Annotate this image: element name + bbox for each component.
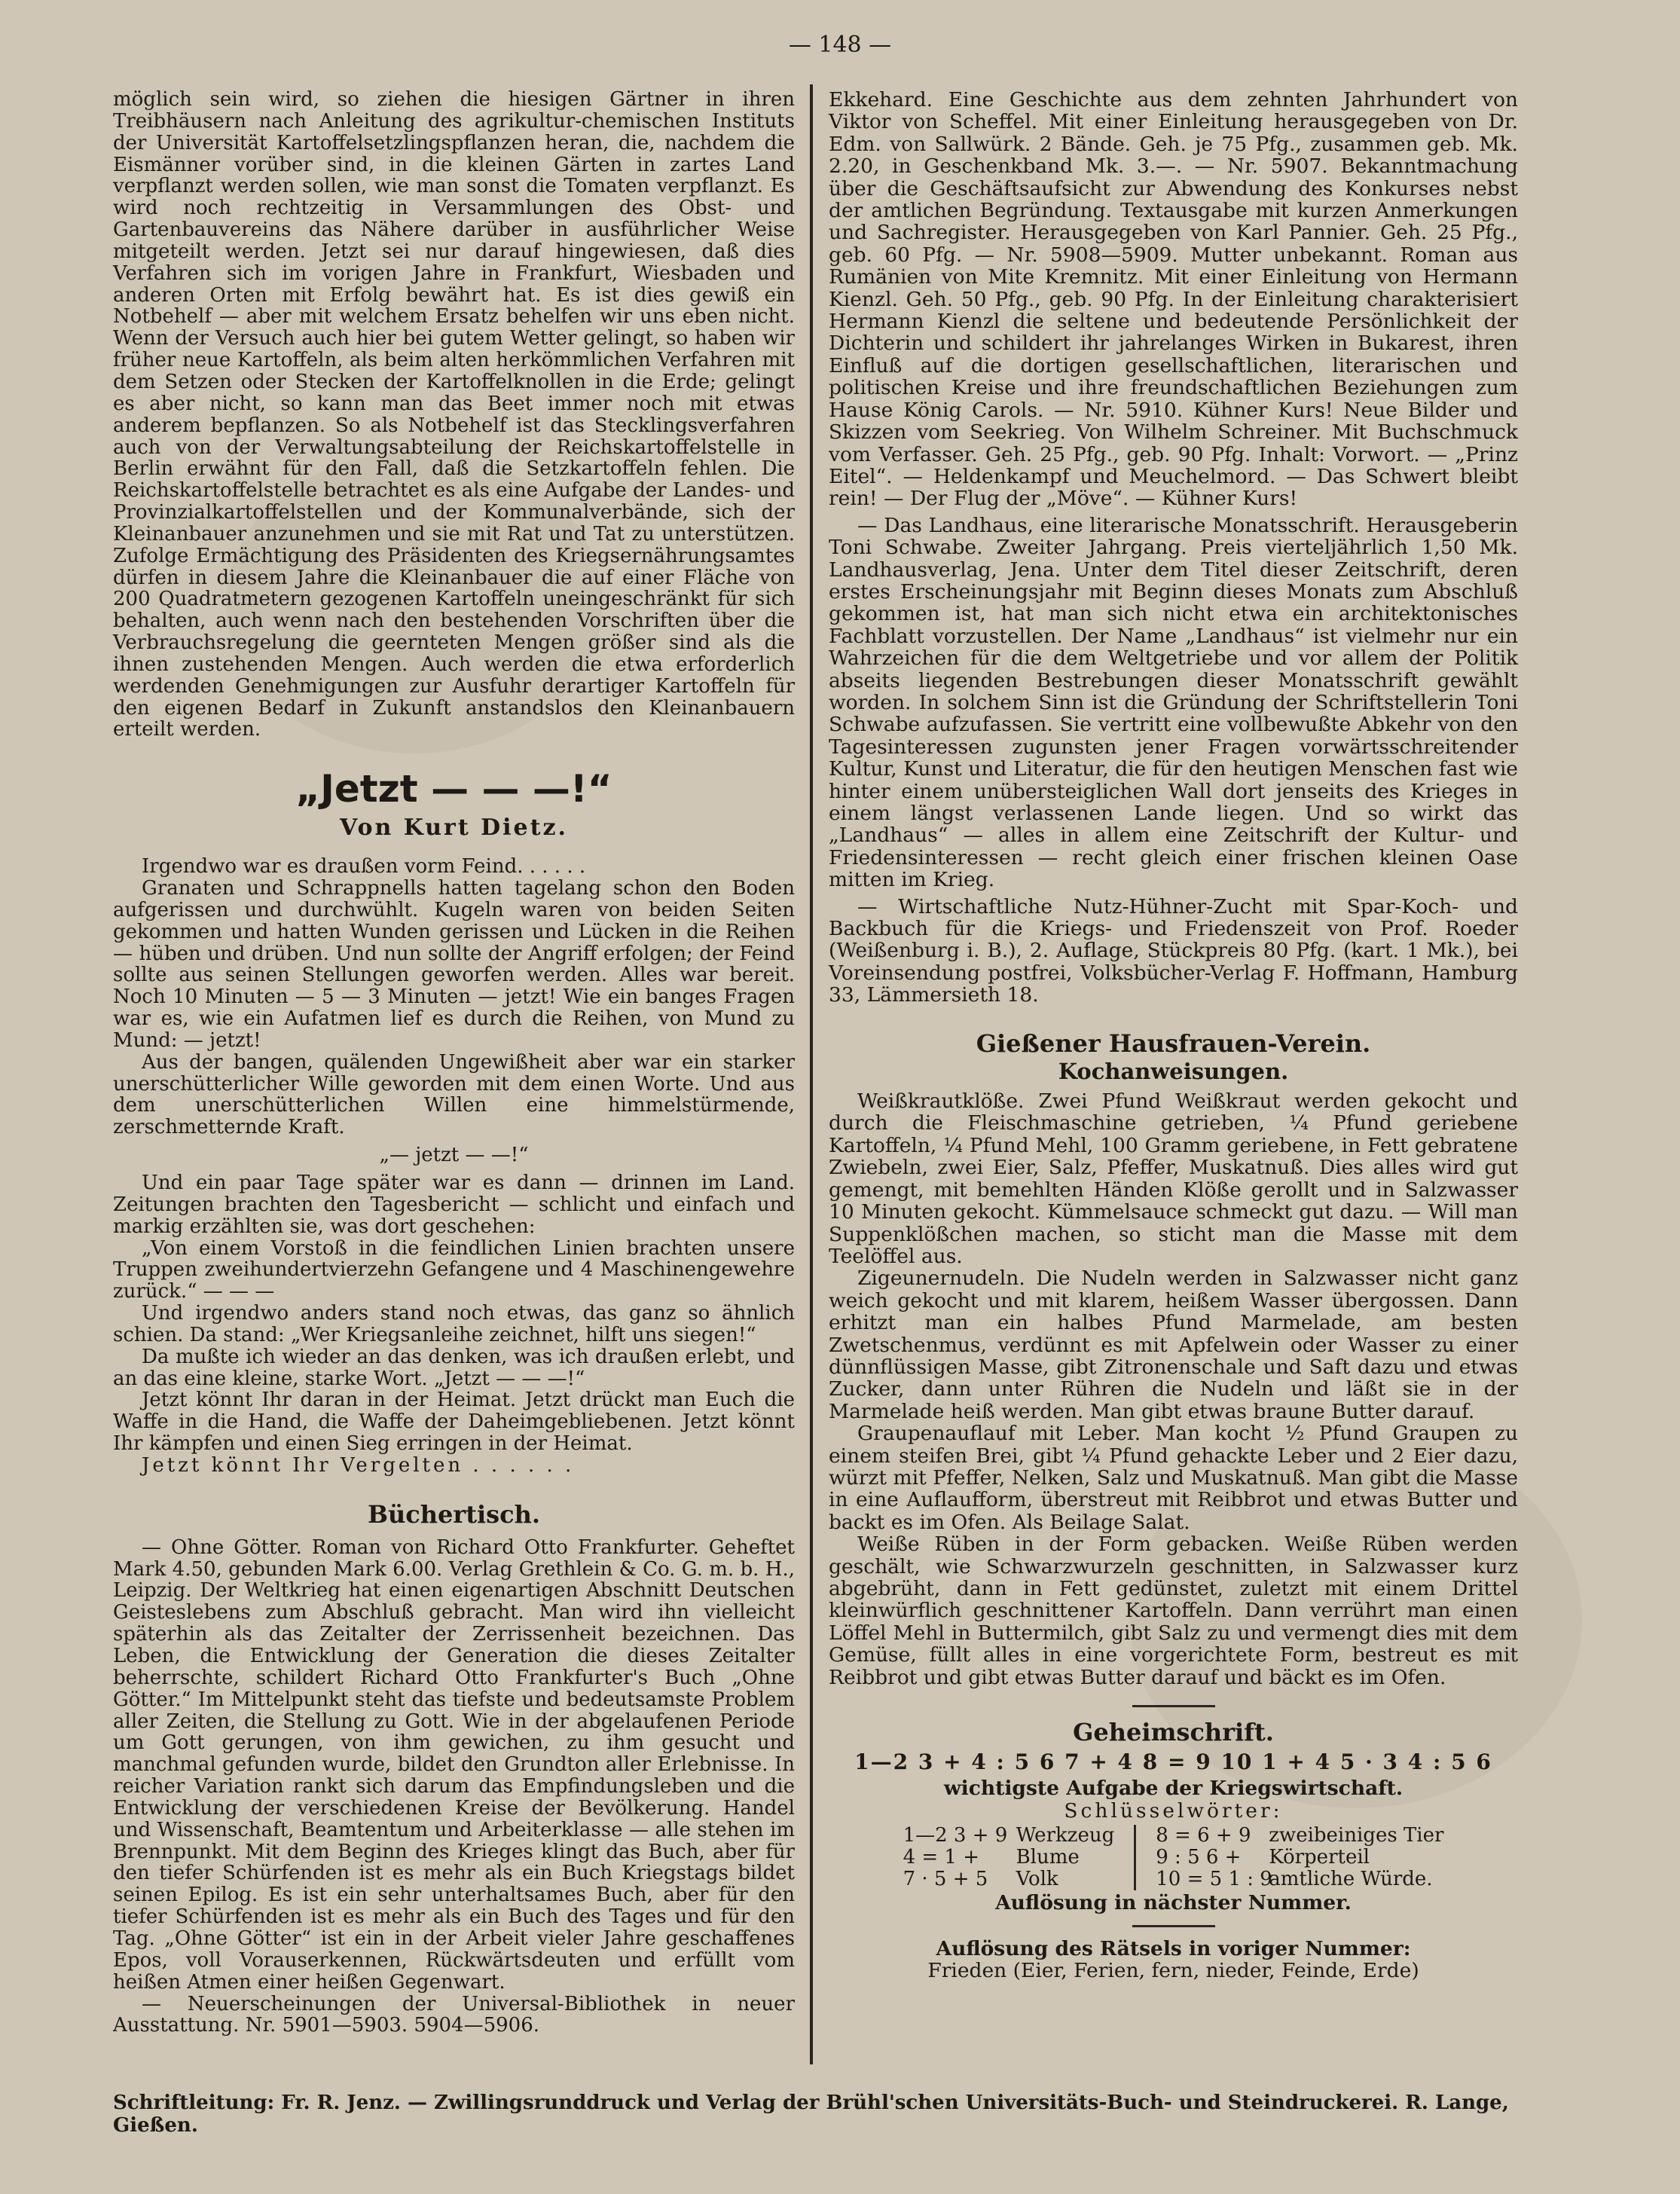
- books-paragraph: — Ohne Götter. Roman von Richard Otto Frankfurter. Geheftet Mark 4.50, gebunden Mark 6.00. Verlag Grethlein & Co. G. m. b. H., Leipzig. Der Weltkrieg hat einen eigenartigen Abschnitt Deutschen Geisteslebens zum Abschluß gebracht. Man wird ihn vielleicht späterhin als das Zeitalter der Zerrissenheit bezeichnen. Das Leben, die Entwicklung der Generation die dieses Zeitalter beherrschte, schildert Richard Otto Frankfurter's Buch „Ohne Götter.“ Im Mittelpunkt steht das tiefste und bedeutsamste Problem aller Zeiten, die Stellung zu Gott. Wie in der abgelaufenen Periode um Gott gerungen, von ihm gewichen, zu ihm gesucht und manchmal gefunden wurde, bildet den Grundton aller Erlebnisse. In reicher Variation rankt sich darum das Empfindungsleben und die Entwicklung der verschiedenen Kreise der Bevölkerung. Handel und Wissenschaft, Beamtentum und Arbeiterklasse — alle stehen im Brennpunkt. Mit dem Beginn des Krieges klingt das Buch, aber für den tiefer Schürfenden ist es mehr als ein Buch Kriegstags bildet seinen Epilog. Es ist ein sehr unterhaltsames Buch, aber für den tiefer Schürfenden ist es mehr als ein Buch des Tages und für den Tag. „Ohne Götter“ ist ein in der Arbeit vieler Jahre geschaffenes Epos, voll Vorauserkennen, Rückwärtsdeuten und erfüllt vom heißen Atmen einer heißen Gegenwart.: [113, 1535, 795, 1994]
- key-row: 7 · 5 + 5 Volk: [903, 1868, 1058, 1891]
- recipe: Weiße Rüben in der Form gebacken. Weiße Rüben werden geschält, wie Schwarzwurzeln geschnitten, in Salzwasser kurz abgebrüht, dann in Fett gedünstet, zuletzt mit einem Drittel kleinwürflich geschnittener Kartoffeln. Dann verrührt man einen Löffel Mehl in Buttermilch, gibt Salz zu und vermengt dies mit dem Gemüse, füllt alles in eine vorgerichtete Form, bestreut es mit Reibbrot und gibt etwas Butter darauf und bäckt es im Ofen.: [829, 1532, 1518, 1689]
- prev-solution-answer: Frieden (Eier, Ferien, fern, nieder, Feinde, Erde): [927, 1959, 1419, 1983]
- recipe: Zigeunernudeln. Die Nudeln werden in Salzwasser nicht ganz weich gekocht und mit klarem, heißem Wasser übergossen. Dann erhitzt man ein halbes Pfund Marmelade, am besten Zwetschenmus, verdünnt es mit Apfelwein oder Wasser zu einer dünnflüssigen Masse, gibt Zitronenschale und Saft dazu und etwas Zucker, dann unter Rühren die Nudeln und läßt sie in der Marmelade heiß werden. Man gibt etwas braune Butter darauf.: [829, 1267, 1518, 1423]
- story-paragraph: Und irgendwo anders stand noch etwas, das ganz so ähnlich schien. Da stand: „Wer Kriegsanleihe zeichnet, hilft uns siegen!“: [113, 1302, 795, 1346]
- story-paragraph: Jetzt könnt Ihr daran in der Heimat. Jetzt drückt man Euch die Waffe in die Hand, die Waffe der Daheimgebliebenen. Jetzt könnt Ihr kämpfen und einen Sieg erringen in der Heimat.: [113, 1389, 795, 1456]
- keys-table: [829, 1825, 1518, 1890]
- story-title: „Jetzt — — —!“: [295, 767, 612, 811]
- column-divider: [810, 84, 813, 2064]
- story-paragraph: Aus der bangen, quälenden Ungewißheit aber war ein starker unerschütterlicher Wille geworden mit dem einen Worte. Und aus dem unerschütterlichen Willen eine himmelstürmende, zerschmetternde Kraft.: [113, 1050, 795, 1139]
- left-column: [113, 89, 795, 2037]
- geheimschrift-code: 1—2 3 + 4 : 5 6 7 + 4 8 = 9 10 1 + 4 5 · 3 4 : 5 6: [854, 1749, 1492, 1775]
- imprint-footer: Schriftleitung: Fr. R. Jenz. — Zwillingsrunddruck und Verlag der Brühl'schen Universitäts-Buch- und Steindruckerei. R. Lange, Gießen.: [113, 2092, 1509, 2137]
- verein-subtitle: Kochanweisungen.: [1058, 1058, 1289, 1084]
- right-column: [829, 89, 1518, 1982]
- key-row: 4 = 1 + Blume: [903, 1846, 1080, 1869]
- key-row: 9 : 5 6 + Körperteil: [1156, 1846, 1370, 1869]
- recipe: Graupenauflauf mit Leber. Man kocht ½ Pfund Graupen zu einem steifen Brei, gibt ¼ Pfund gehackte Leber und 2 Eier dazu, würzt mit Pfeffer, Nelken, Salz und Muskatnuß. Man gibt die Masse in eine Auflaufform, überstreut mit Reibbrot und etwas Butter und backt es im Ofen. Als Beilage Salat.: [829, 1422, 1518, 1534]
- huehner-paragraph: — Wirtschaftliche Nutz-Hühner-Zucht mit Spar-Koch- und Backbuch für die Kriegs- und Friedenszeit von Prof. Roeder (Weißenburg i. B.), 2. Auflage, Stückpreis 80 Pfg. (kart. 1 Mk.), bei Voreinsendung postfrei, Volksbücher-Verlag F. Hoffmann, Hamburg 33, Lämmersieth 18.: [829, 894, 1518, 1007]
- books-paragraph: — Neuerscheinungen der Universal-Bibliothek in neuer Ausstattung. Nr. 5901—5903. 5904—5906.: [113, 1992, 795, 2037]
- books-title: Büchertisch.: [367, 1499, 541, 1529]
- key-row: 10 = 5 1 : 9 amtliche Würde.: [1156, 1868, 1433, 1891]
- page-number: — 148 —: [788, 32, 892, 58]
- story-byline: Von Kurt Dietz.: [340, 814, 568, 842]
- story-paragraph: Da mußte ich wieder an das denken, was ich draußen erlebt, und an das eine kleine, starke Wort. „Jetzt — — —!“: [113, 1345, 795, 1390]
- keys-right: [1134, 1825, 1463, 1890]
- intro-paragraph: möglich sein wird, so ziehen die hiesigen Gärtner in ihren Treibhäusern nach Anleitung des agrikultur-chemischen Instituts der Universität Kartoffelsetzlingspflanzen heran, die, nachdem die Eismänner vorüber sind, in die kleinen Gärten in zartes Land verpflanzt werden sollen, wie man sonst die Tomaten verpflanzt. Es wird noch rechtzeitig in Versammlungen des Obst- und Gartenbauvereins das Nähere darüber in ausführlicher Weise mitgeteilt werden. Jetzt sei nur darauf hingewiesen, daß dies Verfahren sich im vorigen Jahre in Frankfurt, Wiesbaden und anderen Orten mit Erfolg bewährt hat. Es ist dies gewiß ein Notbehelf — aber mit welchem Ersatz behelfen wir uns eben nicht. Wenn der Versuch auch hier bei gutem Wetter gelingt, so haben wir früher neue Kartoffeln, als beim alten herkömmlichen Verfahren mit dem Setzen oder Stecken der Kartoffelknollen in die Erde; gelingt es aber nicht, so kann man das Beet immer noch mit etwas anderem bepflanzen. So als Notbehelf ist das Stecklingsverfahren auch von der Verwaltungsabteilung der Reichskartoffelstelle in Berlin erwähnt für den Fall, daß die Setzkartoffeln fehlen. Die Reichskartoffelstelle betrachtet es als eine Aufgabe der Landes- und Provinzialkartoffelstellen und der Kommunalverbände, sich der Kleinanbauer anzunehmen und sie mit Rat und Tat zu unterstützen. Zufolge Ermächtigung des Präsidenten des Kriegsernährungsamtes dürfen in diesem Jahre die Kleinanbauer die auf einer Fläche von 200 Quadratmetern gezogenen Kartoffeln uneingeschränkt für sich behalten, auch wenn nach den bestehenden Vorschriften über die Verbrauchsregelung die geernteten Mengen größer sind als die ihnen zustehenden Mengen. Auch werden die etwa erforderlich werdenden Genehmigungen zur Ausfuhr derartiger Kartoffeln für den eigenen Bedarf in Zukunft anstandslos den Kleinanbauern erteilt werden.: [113, 88, 795, 741]
- story-paragraph: Irgendwo war es draußen vorm Feind. . . . . .: [142, 855, 586, 879]
- geheimschrift-caption: wichtigste Aufgabe der Kriegswirtschaft.: [943, 1777, 1404, 1801]
- key-row: 8 = 6 + 9 zweibeiniges Tier: [1156, 1824, 1444, 1847]
- section-rule: [1132, 1705, 1215, 1707]
- keys-label: Schlüsselwörter:: [1064, 1798, 1283, 1823]
- keys-left: [884, 1825, 1135, 1890]
- geheimschrift-title: Geheimschrift.: [1073, 1718, 1274, 1747]
- story-paragraph: „Von einem Vorstoß in die feindlichen Linien brachten unsere Truppen zweihundertvierzehn Gefangene und 4 Maschinengewehre zurück.“ — — —: [113, 1236, 795, 1303]
- solution-note: Auflösung in nächster Nummer.: [995, 1891, 1352, 1915]
- story-paragraph: Und ein paar Tage später war es dann — drinnen im Land. Zeitungen brachten den Tagesbericht — schlicht und einfach und markig erzählten sie, was dort geschehen:: [113, 1171, 795, 1238]
- key-row: 1—2 3 + 9 Werkzeug: [903, 1824, 1115, 1847]
- prev-solution-title: Auflösung des Rätsels in voriger Nummer:: [936, 1936, 1411, 1960]
- verein-title: Gießener Hausfrauen-Verein.: [976, 1028, 1371, 1058]
- books-continued: Ekkehard. Eine Geschichte aus dem zehnten Jahrhundert von Viktor von Scheffel. Mit einer Einleitung herausgegeben von Dr. Edm. von Sallwürk. 2 Bände. Geh. je 75 Pfg., zusammen geb. Mk. 2.20, in Geschenkband Mk. 3.—. — Nr. 5907. Bekanntmachung über die Geschäftsaufsicht zur Abwendung des Konkurses nebst der amtlichen Begründung. Textausgabe mit kurzen Anmerkungen und Sachregister. Herausgegeben von Karl Pannier. Geh. 25 Pfg., geb. 60 Pfg. — Nr. 5908—5909. Mutter unbekannt. Roman aus Rumänien von Mite Kremnitz. Mit einer Einleitung von Hermann Kienzl. Geh. 50 Pfg., geb. 90 Pfg. In der Einleitung charakterisiert Hermann Kienzl die seltene und bedeutende Persönlichkeit der Dichterin und schildert ihr jahrelanges Wirken in Bukarest, ihren Einfluß auf die dortigen gesellschaftlichen, literarischen und politischen Kreise und ihre freundschaftlichen Beziehungen zum Hause König Carols. — Nr. 5910. Kühner Kurs! Neue Bilder und Skizzen vom Seekrieg. Von Wilhelm Schreiner. Mit Buchschmuck vom Verfasser. Geh. 25 Pfg., geb. 90 Pfg. Inhalt: Vorwort. — „Prinz Eitel“. — Heldenkampf und Meuchelmord. — Das Schwert bleibt rein! — Der Flug der „Möve“. — Kühner Kurs!: [829, 88, 1518, 511]
- story-paragraph: „— jetzt — —!“: [379, 1144, 529, 1167]
- landhaus-paragraph: — Das Landhaus, eine literarische Monatsschrift. Herausgeberin Toni Schwabe. Zweiter Jahrgang. Preis vierteljährlich 1,50 Mk. Landhausverlag, Jena. Unter dem Titel dieser Zeitschrift, deren erstes Erscheinungsjahr mit Beginn dieses Monats zum Abschluß gekommen ist, hat man sich nicht etwa ein architektonisches Fachblatt vorzustellen. Der Name „Landhaus“ ist vielmehr nur ein Wahrzeichen für die dem Weltgetriebe und vor allem der Politik abseits liegenden Bestrebungen dieser Monatsschrift gewählt worden. In solchem Sinn ist die Gründung der Schriftstellerin Toni Schwabe aufzufassen. Sie vertritt eine vollbewußte Abkehr von den Tagesinteressen zugunsten jener Fragen vorwärtsschreitender Kultur, Kunst und Literatur, die für den heutigen Menschen fast wie hinter einem unübersteiglichen Wall dort jenseits des Krieges in einem längst verlassenen Lande liegen. Und so wirkt das „Landhaus“ — alles in allem eine Zeitschrift der Kultur- und Friedensinteressen — recht gleich einer frischen kleinen Oase mitten im Krieg.: [829, 513, 1518, 892]
- recipe: Weißkrautklöße. Zwei Pfund Weißkraut werden gekocht und durch die Fleischmaschine getrieben, ¼ Pfund geriebene Kartoffeln, ¼ Pfund Mehl, 100 Gramm geriebene, in Fett gebratene Zwiebeln, zwei Eier, Salz, Pfeffer, Muskatnuß. Dies alles wird gut gemengt, mit bemehlten Händen Klöße gerollt und in Salzwasser 10 Minuten gekocht. Kümmelsauce schmeckt gut dazu. — Will man Suppenklößchen machen, so sticht man die Masse mit dem Teelöffel aus.: [829, 1089, 1518, 1268]
- section-rule: [1132, 1925, 1215, 1927]
- story-paragraph: Jetzt könnt Ihr Vergelten . . . . . .: [142, 1453, 575, 1477]
- story-paragraph: Granaten und Schrappnells hatten tagelang schon den Boden aufgerissen und durchwühlt. Kugeln waren von beiden Seiten gekommen und hatten Wunden gerissen und Lücken in die Reihen — hüben und drüben. Und nun sollte der Angriff erfolgen; der Feind sollte aus seinen Stellungen geworfen werden. Alles war bereit. Noch 10 Minuten — 5 — 3 Minuten — jetzt! Wie ein banges Fragen war es, wie ein Aufatmen lief es durch die Reihen, von Mund zu Mund: — jetzt!: [113, 877, 795, 1052]
